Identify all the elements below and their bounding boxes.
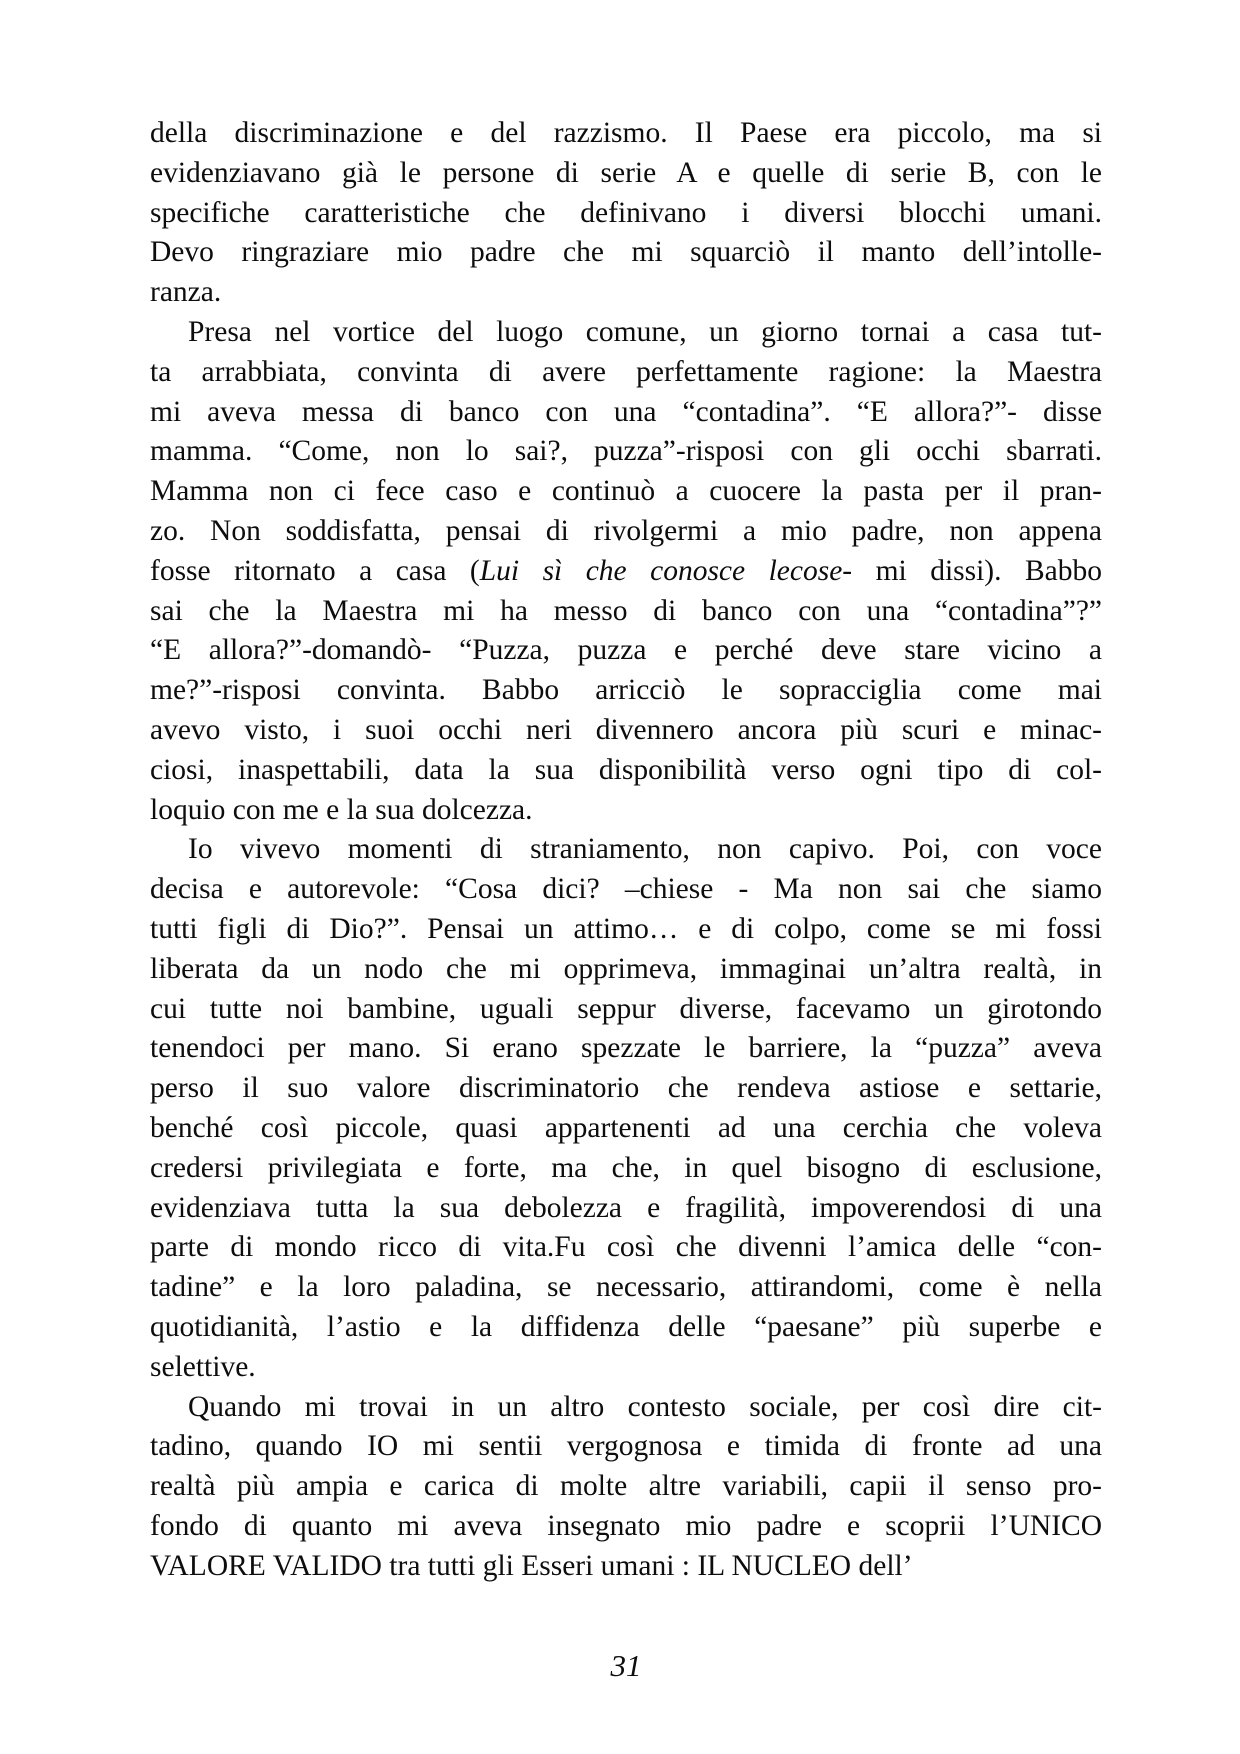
text-line: loquio con me e la sua dolcezza. (150, 793, 533, 826)
text-line: Mamma non ci fece caso e continuò a cuocere la pasta per il pran- (150, 475, 1102, 508)
text-line: credersi privilegiata e forte, ma che, in quel bisogno di esclusione, (150, 1151, 1102, 1184)
text-line: ciosi, inaspettabili, data la sua disponibilità verso ogni tipo di col- (150, 753, 1102, 786)
text-line: realtà più ampia e carica di molte altre variabili, capii il senso pro- (150, 1470, 1102, 1503)
text-line: evidenziava tutta la sua debolezza e fragilità, impoverendosi di una (150, 1191, 1102, 1224)
text-line: tutti figli di Dio?”. Pensai un attimo… e di colpo, come se mi fossi (150, 912, 1102, 945)
text-line: VALORE VALIDO tra tutti gli Esseri umani : IL NUCLEO dell’ (150, 1549, 913, 1582)
text-line: liberata da un nodo che mi opprimeva, immaginai un’altra realtà, in (150, 952, 1102, 985)
text-line: fondo di quanto mi aveva insegnato mio padre e scoprii l’UNICO (150, 1509, 1102, 1542)
paragraph (150, 114, 1102, 313)
body-text (150, 114, 1102, 1586)
text-line: ranza. (150, 276, 222, 309)
text-line: Quando mi trovai in un altro contesto sociale, per così dire cit- (188, 1390, 1102, 1423)
text-line: perso il suo valore discriminatorio che rendeva astiose e settarie, (150, 1072, 1102, 1105)
text-line: selettive. (150, 1350, 256, 1383)
text-line: “E allora?”-domandò- “Puzza, puzza e perché deve stare vicino a (150, 634, 1102, 667)
italic-phrase: Lui sì che conosce lecose- (479, 554, 853, 587)
text-line: tadino, quando IO mi sentii vergognosa e timida di fronte ad una (150, 1430, 1102, 1463)
text-line: tadine” e la loro paladina, se necessario, attirandomi, come è nella (150, 1271, 1102, 1304)
page-number: 31 (610, 1648, 642, 1683)
text-line: benché così piccole, quasi appartenenti ad una cerchia che voleva (150, 1111, 1102, 1144)
text-line: decisa e autorevole: “Cosa dici? –chiese - Ma non sai che siamo (150, 873, 1102, 906)
text-line: mamma. “Come, non lo sai?, puzza”-risposi con gli occhi sbarrati. (150, 435, 1102, 468)
paragraph (150, 1388, 1102, 1587)
text-line: sai che la Maestra mi ha messo di banco con una “contadina”?” (150, 594, 1102, 627)
text-line: della discriminazione e del razzismo. Il Paese era piccolo, ma si (150, 117, 1102, 149)
text-line: zo. Non soddisfatta, pensai di rivolgermi a mio padre, non appena (150, 514, 1102, 547)
text-line: parte di mondo ricco di vita.Fu così che divenni l’amica delle “con- (150, 1231, 1102, 1264)
text-line: ta arrabbiata, convinta di avere perfettamente ragione: la Maestra (150, 355, 1102, 388)
text-line: Presa nel vortice del luogo comune, un giorno tornai a casa tut- (188, 315, 1102, 348)
text-line: Devo ringraziare mio padre che mi squarciò il manto dell’intolle- (150, 236, 1102, 269)
text-line: evidenziavano già le persone di serie A e quelle di serie B, con le (150, 156, 1102, 189)
text-line: quotidianità, l’astio e la diffidenza delle “paesane” più superbe e (150, 1310, 1102, 1343)
paragraph (150, 830, 1102, 1387)
text-line: me?”-risposi convinta. Babbo arricciò le sopracciglia come mai (150, 674, 1102, 707)
text-line: tenendoci per mano. Si erano spezzate le barriere, la “puzza” aveva (150, 1032, 1102, 1065)
text-line: cui tutte noi bambine, uguali seppur diverse, facevamo un girotondo (150, 992, 1102, 1025)
text-line: Io vivevo momenti di straniamento, non capivo. Poi, con voce (188, 833, 1102, 866)
text-line: specifiche caratteristiche che definivano i diversi blocchi umani. (150, 196, 1102, 229)
text-line: fosse ritornato a casa (Lui sì che conosce lecose- mi dissi). Babbo (150, 554, 1102, 587)
paragraph (150, 313, 1102, 830)
text-line: avevo visto, i suoi occhi neri divennero ancora più scuri e minac- (150, 713, 1102, 746)
text-line: mi aveva messa di banco con una “contadina”. “E allora?”- disse (150, 395, 1102, 428)
